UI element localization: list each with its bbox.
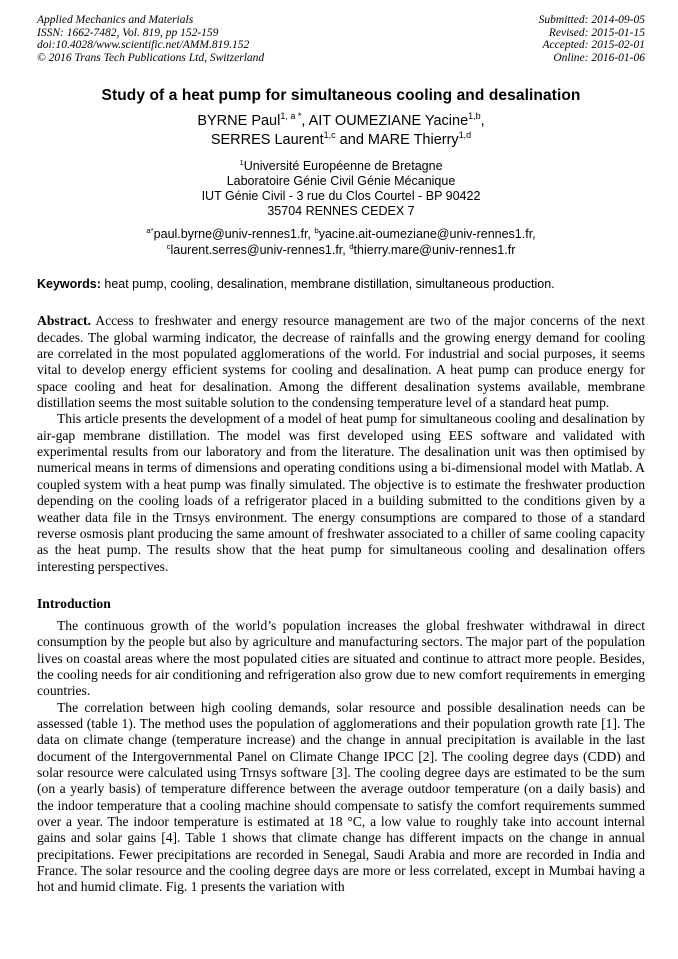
author-name: BYRNE Paul [197,113,281,130]
affiliation-line-3: IUT Génie Civil - 3 rue du Clos Courtel - BP 90422 [201,189,481,204]
accepted-date: Accepted: 2015-02-01 [542,39,645,52]
affiliation-line-2: Laboratoire Génie Civil Génie Mécanique [226,174,456,189]
affiliation-university: Université Européenne de Bretagne [243,159,443,174]
journal-header [37,14,645,64]
keywords-line [37,277,645,292]
journal-name: Applied Mechanics and Materials [37,14,194,26]
submitted-date: Submitted: 2014-09-05 [538,14,645,26]
authors-block [37,112,645,150]
email-address: yacine.ait-oumeziane@univ-rennes1.fr, [318,227,536,242]
keywords-label: Keywords: [37,277,101,292]
abstract-text-1: Access to freshwater and energy resource management are two of the major concerns of the next decades. The global warming indicator, the decrease of rainfalls and the growing energy demand for cooling are correlated in the most populated agglomerations of the world. For industrial and social purposes, it seems vital to develop energy efficient systems for cooling and desalination. A heat pump can produce energy for space cooling and heat for desalination. Among the different desalination systems available, membrane distillation seems the most suitable solution to the condensing temperature level of a standard heat pump. [37,313,645,411]
revised-date: Revised: 2015-01-15 [548,26,645,39]
email-ref-sup: b [314,226,319,236]
introduction-paragraph-1: The continuous growth of the world’s population increases the global freshwater withdrawal in direct consumption by the people but also by agriculture and manufacturing sectors. The major part of the population lives on coastal areas where the most populated cities are situated and continue to attract more people. Besides, the cooling needs for air conditioning and refrigeration also grow due to new comfort requirements in emerging countries. [37,617,645,699]
journal-issn-volume: ISSN: 1662-7482, Vol. 819, pp 152-159 [37,26,219,39]
email-address: paul.byrne@univ-rennes1.fr, [153,227,315,242]
email-ref-sup: a* [146,226,154,236]
author-name: SERRES Laurent [210,132,324,149]
emails-line-1 [37,227,645,243]
author-affiliation-sup: 1,b [468,111,481,122]
emails-line-2 [37,243,645,259]
author-name: , AIT OUMEZIANE Yacine [301,113,469,130]
authors-line-2 [37,131,645,150]
author-affiliation-sup: 1, a * [280,111,302,122]
online-date: Online: 2016-01-06 [553,51,645,64]
journal-copyright: © 2016 Trans Tech Publications Ltd, Switzerland [37,51,265,64]
journal-doi: doi:10.4028/www.scientific.net/AMM.819.152 [37,39,250,52]
affiliation-block [37,159,645,219]
author-affiliation-sup: 1,c [323,130,336,141]
journal-info-block [37,14,264,64]
abstract-section [37,313,645,575]
email-ref-sup: d [349,241,354,251]
introduction-section [37,618,645,896]
introduction-heading: Introduction [37,595,111,611]
email-address: thierry.mare@univ-rennes1.fr [353,242,516,257]
authors-separator: , [480,113,485,130]
abstract-paragraph-2: This article presents the development of a model of heat pump for simultaneous cooling and desalination by air-gap membrane distillation. The model was first developed using EES software and validated with experimental results from our laboratory and from the literature. The desalination unit was then optimised by numerical means in terms of dimensions and operating conditions using a bi-dimensional model with Matlab. A coupled system with a heat pump was finally simulated. The objective is to estimate the freshwater production depending on the cooling loads of a refrigerator placed in a building submitted to the conditions given by a weather data file in the Trnsys environment. The energy consumptions are compared to those of a standard reverse osmosis plant producing the same amount of freshwater associated to a chiller of same cooling capacity as the heat pump. The results show that the heat pump for simultaneous cooling and desalination offers interesting perspectives. [37,411,645,574]
submission-dates-block [539,14,645,64]
author-name: and MARE Thierry [335,132,459,149]
affiliation-line-1 [37,159,645,174]
authors-line-1 [37,112,645,131]
introduction-paragraph-2: The correlation between high cooling demands, solar resource and possible desalination needs can be assessed (table 1). The method uses the population of agglomerations and their population growth rate [1]. The data on climate change (temperature increase) and the change in annual precipitation is available in the last document of the Intergovernmental Panel on Climate Change IPCC [2]. The cooling degree days (CDD) and solar resource were calculated using Trnsys software [3]. The cooling degree days are estimated to be the sum (on a yearly basis) of temperature difference between the average outdoor temperature (on a daily basis) and the indoor temperature that a cooling machine should compensate to satisfy the comfort requirements summed over a year. The indoor temperature is estimated at 18 °C, a low value to roughly take into account internal gains and solar gains [4]. Table 1 shows that climate change has different impacts on the change in annual precipitations. Fewer precipitations are recorded in Senegal, Saudi Arabia and more are recorded in India and France. The solar resource and the cooling degree days are more or less correlated, except in Mumbai having a hot and humid climate. Fig. 1 presents the variation with [37,699,645,895]
author-affiliation-sup: 1,d [458,130,472,141]
affiliation-line-4: 35704 RENNES CEDEX 7 [267,204,415,219]
emails-block [37,227,645,258]
email-ref-sup: c [166,241,171,251]
abstract-paragraph-1 [37,313,645,411]
paper-title: Study of a heat pump for simultaneous cooling and desalination [101,87,581,105]
abstract-label: Abstract. [37,313,91,329]
affiliation-number-sup: 1 [239,158,244,168]
email-address: laurent.serres@univ-rennes1.fr, [170,242,350,257]
keywords-text: heat pump, cooling, desalination, membrane distillation, simultaneous production. [100,277,555,292]
